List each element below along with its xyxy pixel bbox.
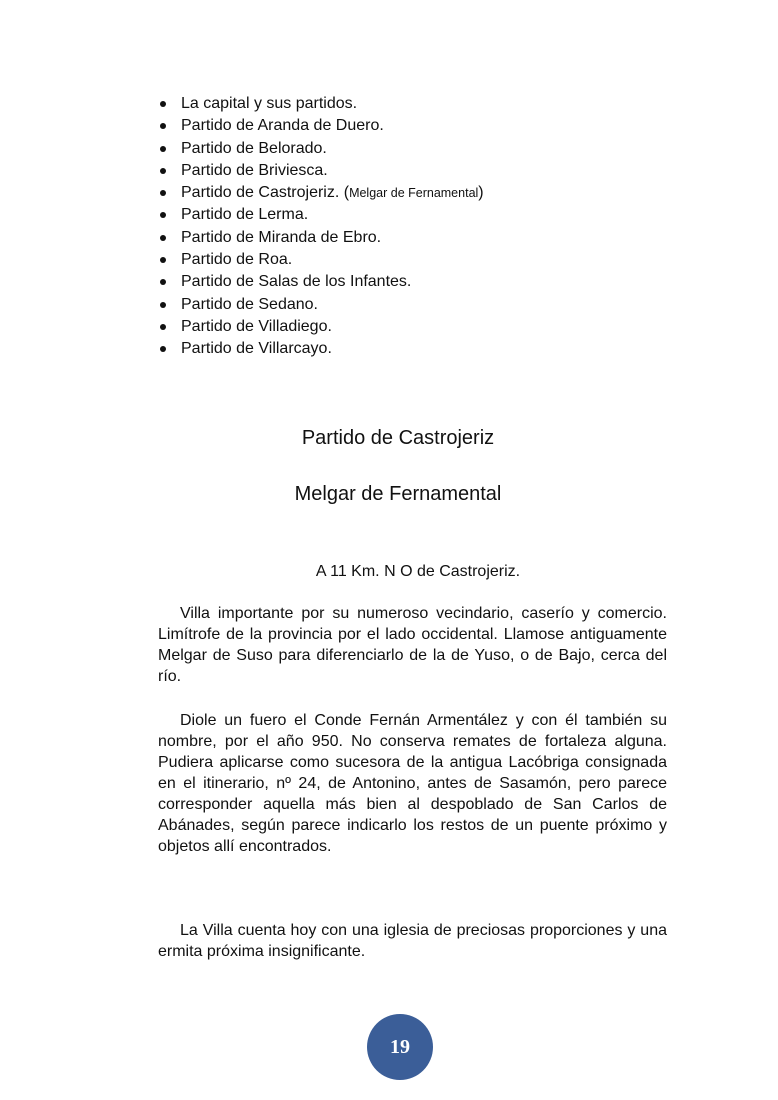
page-number-badge xyxy=(367,1014,433,1080)
bullet-icon xyxy=(160,123,166,129)
list-item xyxy=(158,160,678,182)
list-item xyxy=(158,204,678,226)
list-item-text: Partido de Miranda de Ebro. xyxy=(181,228,382,246)
list-item-text: Partido de Villarcayo. xyxy=(181,340,332,358)
bullet-icon xyxy=(160,302,166,308)
location-line: A 11 Km. N O de Castrojeriz. xyxy=(315,563,521,580)
section-heading: Partido de Castrojeriz xyxy=(301,427,495,449)
list-item-text: Partido de Salas de los Infantes. xyxy=(181,273,412,291)
list-item-suffix: ) xyxy=(478,184,484,202)
list-item-text: Partido de Aranda de Duero. xyxy=(181,117,384,135)
list-item-text: Partido de Castrojeriz. ( xyxy=(181,184,350,202)
list-item-text: Partido de Sedano. xyxy=(181,295,318,313)
list-item xyxy=(158,294,678,316)
list-item-text: Partido de Belorado. xyxy=(181,139,327,157)
list-item xyxy=(158,227,678,249)
bullet-icon xyxy=(160,190,166,196)
list-item-text: Partido de Briviesca. xyxy=(181,161,328,179)
list-item xyxy=(158,115,678,137)
list-item xyxy=(158,316,678,338)
list-item xyxy=(158,182,678,204)
list-item-note: Melgar de Fernamental xyxy=(349,186,479,201)
bullet-icon xyxy=(160,346,166,352)
list-item xyxy=(158,93,678,115)
list-item-text: Partido de Villadiego. xyxy=(181,317,332,335)
list-item xyxy=(158,271,678,293)
bullet-icon xyxy=(160,168,166,174)
bullet-icon xyxy=(160,235,166,241)
bullet-icon xyxy=(160,324,166,330)
list-item-text: Partido de Lerma. xyxy=(181,206,309,224)
bullet-icon xyxy=(160,212,166,218)
list-item-text: Partido de Roa. xyxy=(181,251,293,269)
list-item xyxy=(158,249,678,271)
list-item xyxy=(158,138,678,160)
paragraph: La Villa cuenta hoy con una iglesia de preciosas proporciones y una ermita próxima insignificante. xyxy=(158,922,667,960)
bullet-icon xyxy=(160,279,166,285)
bullet-icon xyxy=(160,146,166,152)
list-item-text: La capital y sus partidos. xyxy=(181,95,358,112)
paragraph: Villa importante por su numeroso vecindario, caserío y comercio. Limítrofe de la provincia por el lado occidental. Llamose antiguamente Melgar de Suso para diferenciarlo de la de Yuso, o de Bajo, cerca del río. xyxy=(158,605,667,685)
district-list xyxy=(158,93,678,361)
section-subheading: Melgar de Fernamental xyxy=(294,483,502,505)
bullet-icon xyxy=(160,101,166,107)
bullet-icon xyxy=(160,257,166,263)
page-number: 19 xyxy=(390,1035,410,1058)
paragraph: Diole un fuero el Conde Fernán Armentález y con él también su nombre, por el año 950. No conserva remates de fortaleza alguna. Pudiera aplicarse como sucesora de la antigua Lacóbriga consignada en el itinerario, nº 24, de Antonino, antes de Sasamón, pero parece corresponder aquella más bien al despoblado de San Carlos de Abánades, según parece indicarlo los restos de un puente próximo y objetos allí encontrados. xyxy=(158,712,667,855)
list-item xyxy=(158,338,678,360)
